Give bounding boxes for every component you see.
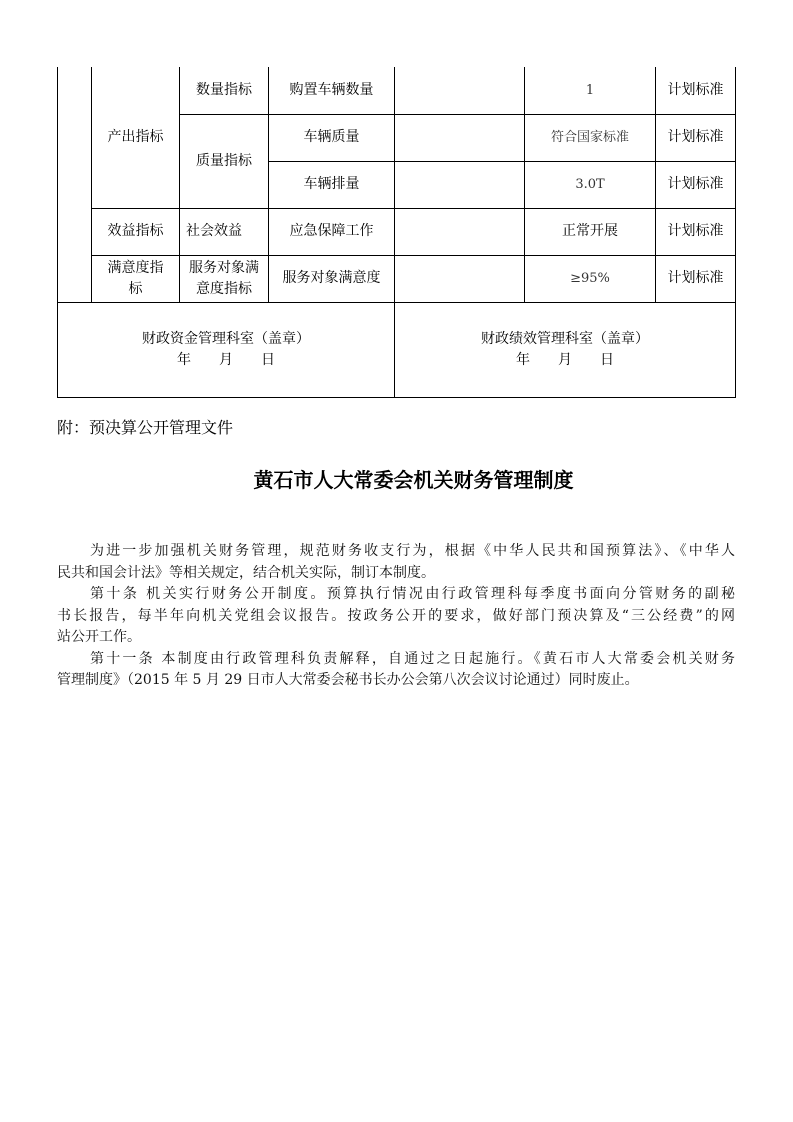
paragraph-line: 第十条 机关实行财务公开制度。预算执行情况由行政管理科每季度书面向分管财务的副秘	[90, 586, 735, 602]
level1-indicator-cell	[92, 67, 180, 208]
standard-cell	[656, 114, 736, 161]
level1-indicator-cell	[92, 208, 180, 255]
signoff-date: 年 月 日	[177, 351, 275, 368]
indicator-standard: 计划标准	[667, 176, 724, 192]
standard-cell	[656, 161, 736, 208]
paragraph-line: 管理制度》（2015 年 5 月 29 日市人大常委会秘书长办公会第八次会议讨论通过）同时废止。	[57, 672, 639, 688]
indicator-standard: 计划标准	[667, 81, 724, 98]
level3-indicator-cell	[269, 67, 395, 114]
standard-cell	[656, 67, 736, 114]
level2-indicator-label: 质量指标	[196, 152, 252, 169]
table-row	[58, 208, 736, 255]
value-cell	[525, 161, 656, 208]
target-cell	[395, 208, 525, 255]
signoff-cell-performance-management	[395, 302, 736, 397]
level3-indicator-label: 车辆排量	[303, 176, 360, 192]
level2-indicator-cell	[180, 67, 269, 114]
value-cell	[525, 208, 656, 255]
performance-indicator-table	[57, 67, 736, 398]
level3-indicator-cell	[269, 161, 395, 208]
level3-indicator-label: 服务对象满意度	[282, 270, 381, 286]
table-row	[58, 67, 736, 114]
value-cell	[525, 255, 656, 302]
paragraph	[57, 649, 735, 692]
table-row	[58, 255, 736, 302]
level3-indicator-label: 应急保障工作	[289, 223, 374, 239]
paragraph-line: 站公开工作。	[57, 629, 141, 645]
signoff-label: 财政资金管理科室（盖章）	[142, 330, 310, 347]
paragraph-line: 第十一条 本制度由行政管理科负责解释，自通过之日起施行。《黄石市人大常委会机关财务	[90, 650, 735, 667]
level2-indicator-label: 服务对象满意度指标	[189, 259, 259, 297]
standard-cell	[656, 208, 736, 255]
signoff-label: 财政绩效管理科室（盖章）	[481, 330, 649, 347]
value-cell	[525, 114, 656, 161]
document-body	[57, 541, 735, 692]
level1-indicator-cell	[92, 255, 180, 302]
level1-indicator-label: 满意度指标	[107, 259, 164, 297]
paragraph-line: 书长报告，每半年向机关党组会议报告。按政务公开的要求，做好部门预决算及“三公经费”的网	[57, 607, 735, 624]
level3-indicator-cell	[269, 208, 395, 255]
indicator-value: 1	[585, 82, 595, 98]
level2-indicator-label: 社会效益	[186, 223, 242, 239]
indicator-value: ≥95%	[570, 271, 610, 286]
signoff-row	[58, 302, 736, 397]
signoff-cell-fund-management	[58, 302, 395, 397]
merged-category-cell	[58, 67, 92, 302]
indicator-standard: 计划标准	[667, 270, 724, 286]
level3-indicator-cell	[269, 114, 395, 161]
paragraph-line: 为进一步加强机关财务管理，规范财务收支行为，根据《中华人民共和国预算法》、《中华人	[90, 543, 735, 559]
standard-cell	[656, 255, 736, 302]
paragraph	[57, 541, 735, 584]
target-cell	[395, 114, 525, 161]
level3-indicator-cell	[269, 255, 395, 302]
indicator-value: 3.0T	[575, 177, 605, 192]
value-cell	[525, 67, 656, 114]
indicator-value: 符合国家标准	[550, 130, 629, 145]
target-cell	[395, 67, 525, 114]
level2-indicator-label: 数量指标	[196, 81, 252, 98]
level2-indicator-cell	[180, 114, 269, 208]
indicator-standard: 计划标准	[667, 129, 724, 145]
level2-indicator-cell	[180, 208, 269, 255]
paragraph-line: 民共和国会计法》等相关规定，结合机关实际，制订本制度。	[57, 564, 435, 581]
level3-indicator-label: 车辆质量	[303, 129, 360, 145]
level1-indicator-label: 产出指标	[107, 128, 164, 145]
paragraph	[57, 584, 735, 649]
level3-indicator-label: 购置车辆数量	[289, 81, 374, 98]
level2-indicator-cell	[180, 255, 269, 302]
target-cell	[395, 161, 525, 208]
signoff-date: 年 月 日	[516, 351, 614, 368]
target-cell	[395, 255, 525, 302]
level1-indicator-label: 效益指标	[107, 223, 164, 239]
document-title: 黄石市人大常委会机关财务管理制度	[253, 468, 574, 492]
indicator-value: 正常开展	[562, 223, 618, 239]
attachment-note: 附：预决算公开管理文件	[57, 418, 234, 437]
indicator-standard: 计划标准	[667, 223, 724, 239]
